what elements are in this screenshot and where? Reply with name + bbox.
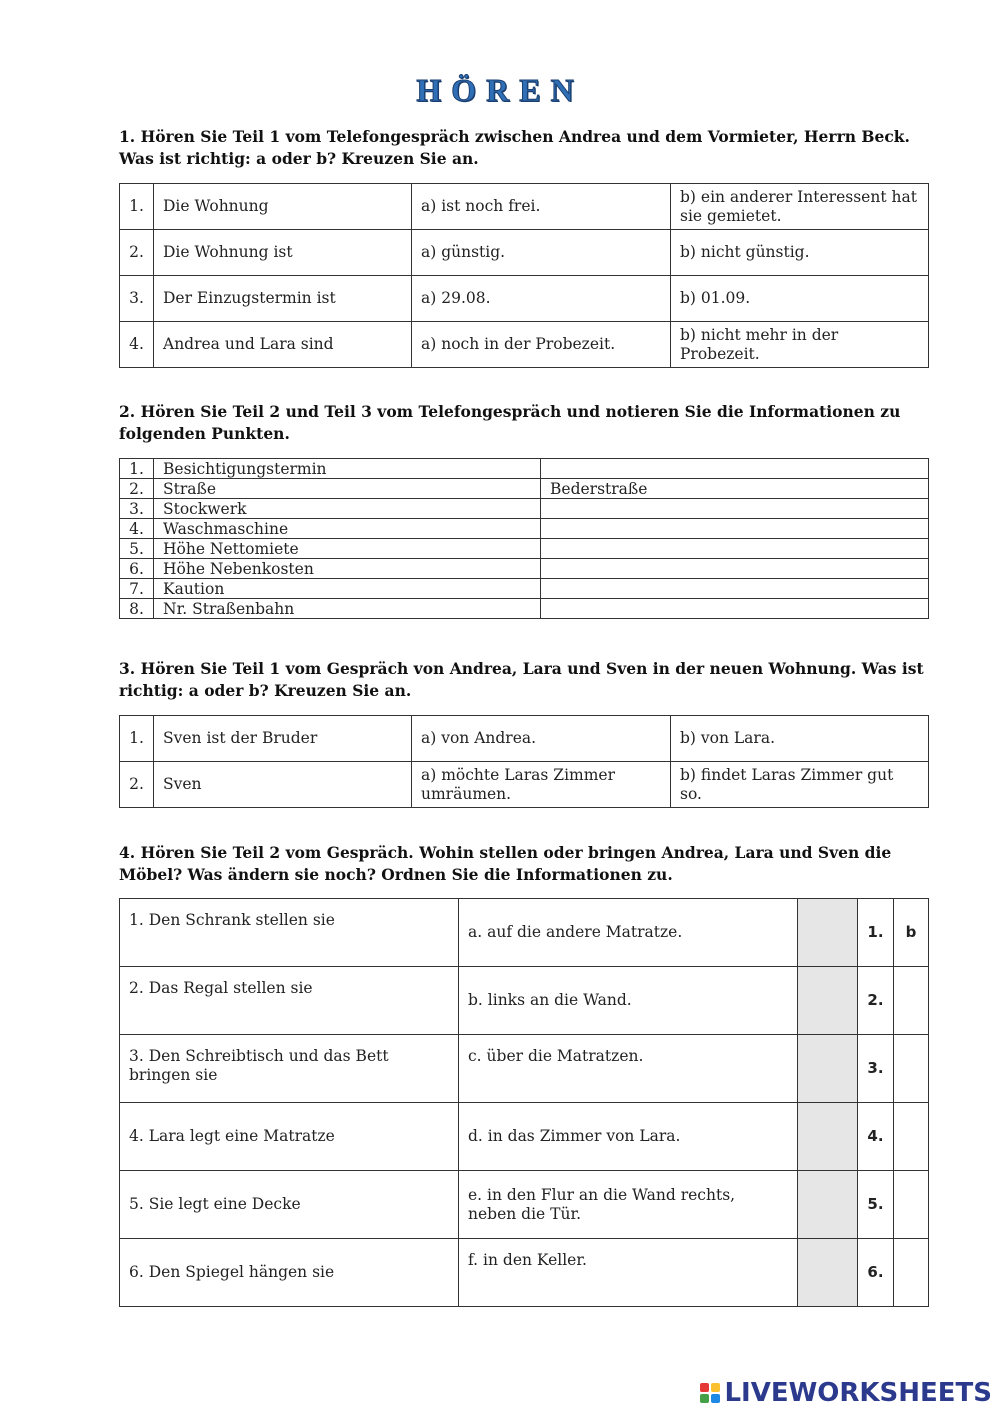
answer-field[interactable]: b [894, 899, 929, 967]
answer-field[interactable]: Bederstraße [541, 479, 929, 499]
table-row [120, 322, 929, 368]
row-number: 2. [858, 967, 894, 1035]
sentence-start: 6. Den Spiegel hängen sie [120, 1239, 459, 1307]
option-b[interactable]: b) nicht mehr in der Probezeit. [671, 322, 929, 368]
row-number: 3. [120, 499, 154, 519]
table-row [120, 899, 929, 967]
table-row [120, 579, 929, 599]
statement: Sven ist der Bruder [154, 716, 412, 762]
table-row [120, 559, 929, 579]
row-number: 7. [120, 579, 154, 599]
answer-field[interactable] [894, 1035, 929, 1103]
task3-heading: 3. Hören Sie Teil 1 vom Gespräch von Andrea, Lara und Sven in der neuen Wohnung. Was ist richtig: a oder b? Kreuzen Sie an. [119, 659, 924, 700]
sentence-end: b. links an die Wand. [459, 967, 798, 1035]
statement: Sven [154, 762, 412, 808]
info-label: Stockwerk [154, 499, 541, 519]
option-a[interactable]: a) noch in der Probezeit. [412, 322, 671, 368]
option-b[interactable]: b) 01.09. [671, 276, 929, 322]
option-a[interactable]: a) möchte Laras Zimmer umräumen. [412, 762, 671, 808]
sentence-start: 4. Lara legt eine Matratze [120, 1103, 459, 1171]
sentence-end: a. auf die andere Matratze. [459, 899, 798, 967]
row-number: 1. [858, 899, 894, 967]
table-row [120, 716, 929, 762]
sentence-end: d. in das Zimmer von Lara. [459, 1103, 798, 1171]
option-b[interactable]: b) nicht günstig. [671, 230, 929, 276]
table-row [120, 276, 929, 322]
option-a[interactable]: a) 29.08. [412, 276, 671, 322]
info-label: Höhe Nettomiete [154, 539, 541, 559]
drop-zone[interactable] [798, 899, 858, 967]
table-row [120, 519, 929, 539]
logo-icon [700, 1383, 720, 1403]
drop-zone[interactable] [798, 1035, 858, 1103]
info-label: Kaution [154, 579, 541, 599]
table-row [120, 1103, 929, 1171]
option-b[interactable]: b) findet Laras Zimmer gut so. [671, 762, 929, 808]
liveworksheets-logo[interactable] [700, 1376, 992, 1410]
answer-field[interactable] [894, 1171, 929, 1239]
row-number: 6. [858, 1239, 894, 1307]
table-row [120, 1239, 929, 1307]
answer-field[interactable] [894, 967, 929, 1035]
option-b[interactable]: b) ein anderer Interessent hat sie gemietet. [671, 184, 929, 230]
task2-table [119, 458, 929, 619]
table-row [120, 967, 929, 1035]
statement: Die Wohnung ist [154, 230, 412, 276]
sentence-end: c. über die Matratzen. [459, 1035, 798, 1103]
answer-field[interactable] [541, 519, 929, 539]
answer-field[interactable] [541, 579, 929, 599]
option-a[interactable]: a) günstig. [412, 230, 671, 276]
sentence-start: 3. Den Schreibtisch und das Bett bringen sie [120, 1035, 459, 1103]
table-row [120, 230, 929, 276]
task1-heading: 1. Hören Sie Teil 1 vom Telefongespräch zwischen Andrea und dem Vormieter, Herrn Beck. Was ist richtig: a oder b? Kreuzen Sie an. [119, 127, 910, 168]
info-label: Höhe Nebenkosten [154, 559, 541, 579]
drop-zone[interactable] [798, 1103, 858, 1171]
row-number: 1. [120, 716, 154, 762]
table-row [120, 1035, 929, 1103]
task4-table [119, 898, 929, 1307]
table-row [120, 499, 929, 519]
task1-table [119, 183, 929, 368]
option-a[interactable]: a) ist noch frei. [412, 184, 671, 230]
option-a[interactable]: a) von Andrea. [412, 716, 671, 762]
task3-table [119, 715, 929, 808]
row-number: 2. [120, 230, 154, 276]
row-number: 4. [120, 519, 154, 539]
drop-zone[interactable] [798, 967, 858, 1035]
table-row [120, 459, 929, 479]
row-number: 3. [858, 1035, 894, 1103]
logo-text: LIVEWORKSHEETS [724, 1378, 992, 1408]
info-label: Straße [154, 479, 541, 499]
statement: Die Wohnung [154, 184, 412, 230]
task2-heading: 2. Hören Sie Teil 2 und Teil 3 vom Telefongespräch und notieren Sie die Informationen zu folgenden Punkten. [119, 402, 901, 443]
row-number: 4. [120, 322, 154, 368]
answer-field[interactable] [894, 1239, 929, 1307]
sentence-start: 2. Das Regal stellen sie [120, 967, 459, 1035]
row-number: 8. [120, 599, 154, 619]
sentence-end: e. in den Flur an die Wand rechts, neben die Tür. [459, 1171, 798, 1239]
table-row [120, 539, 929, 559]
row-number: 5. [120, 539, 154, 559]
info-label: Besichtigungstermin [154, 459, 541, 479]
row-number: 4. [858, 1103, 894, 1171]
table-row [120, 762, 929, 808]
answer-field[interactable] [894, 1103, 929, 1171]
answer-field[interactable] [541, 539, 929, 559]
info-label: Nr. Straßenbahn [154, 599, 541, 619]
sentence-start: 5. Sie legt eine Decke [120, 1171, 459, 1239]
row-number: 1. [120, 459, 154, 479]
table-row [120, 599, 929, 619]
drop-zone[interactable] [798, 1239, 858, 1307]
row-number: 2. [120, 479, 154, 499]
info-label: Waschmaschine [154, 519, 541, 539]
task4-heading: 4. Hören Sie Teil 2 vom Gespräch. Wohin stellen oder bringen Andrea, Lara und Sven die Möbel? Was ändern sie noch? Ordnen Sie die Informationen zu. [119, 843, 892, 884]
row-number: 5. [858, 1171, 894, 1239]
row-number: 2. [120, 762, 154, 808]
row-number: 6. [120, 559, 154, 579]
drop-zone[interactable] [798, 1171, 858, 1239]
row-number: 3. [120, 276, 154, 322]
answer-field[interactable] [541, 459, 929, 479]
table-row [120, 479, 929, 499]
page-title: HÖREN [416, 72, 584, 108]
statement: Der Einzugstermin ist [154, 276, 412, 322]
sentence-end: f. in den Keller. [459, 1239, 798, 1307]
statement: Andrea und Lara sind [154, 322, 412, 368]
table-row [120, 1171, 929, 1239]
sentence-start: 1. Den Schrank stellen sie [120, 899, 459, 967]
answer-field[interactable] [541, 599, 929, 619]
answer-field[interactable] [541, 499, 929, 519]
table-row [120, 184, 929, 230]
row-number: 1. [120, 184, 154, 230]
option-b[interactable]: b) von Lara. [671, 716, 929, 762]
answer-field[interactable] [541, 559, 929, 579]
